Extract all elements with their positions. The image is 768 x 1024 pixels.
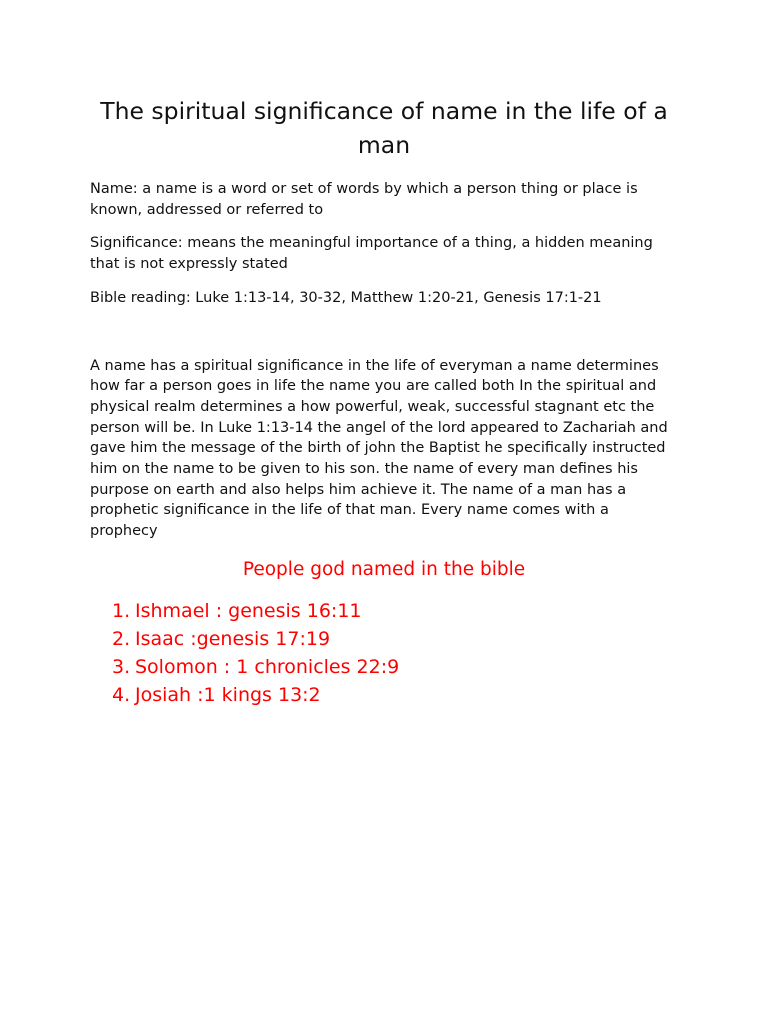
section-subtitle: People god named in the bible [242, 558, 526, 580]
body-paragraph: A name has a spiritual significance in the life of everyman a name determines how far a person goes in life the name you are called both In the spiritual and physical realm determines a how powerful, weak, successful stagnant etc the person will be. In Luke 1:13-14 the angel of the lord appeared to Zachariah and gave him the message of the birth of john the Baptist he specifically instructed him on the name to be given to his son. the name of every man defines his purpose on earth and also helps him achieve it. The name of a man has a prophetic significance in the life of that man. Every name comes with a prophecy [90, 357, 668, 540]
list-item-number: 4. [112, 683, 131, 706]
definition-significance: Significance: means the meaningful importance of a thing, a hidden meaning that is not expressly stated [90, 235, 653, 273]
named-people-list [90, 597, 678, 709]
list-item-text: Isaac :genesis 17:19 [135, 627, 331, 650]
document-title: The spiritual significance of name in the life of a man [100, 97, 668, 159]
list-item-number: 3. [112, 655, 131, 678]
bible-reading: Bible reading: Luke 1:13-14, 30-32, Matthew 1:20-21, Genesis 17:1-21 [90, 289, 602, 306]
list-item-text: Josiah :1 kings 13:2 [135, 683, 321, 706]
list-item [90, 625, 678, 653]
definition-name: Name: a name is a word or set of words by which a person thing or place is known, addressed or referred to [90, 181, 638, 218]
list-item-text: Ishmael : genesis 16:11 [135, 599, 362, 622]
list-item [90, 681, 678, 709]
list-item [90, 653, 678, 681]
list-item-text: Solomon : 1 chronicles 22:9 [135, 655, 400, 678]
list-item-number: 1. [112, 599, 131, 622]
list-item [90, 597, 678, 625]
list-item-number: 2. [112, 627, 131, 650]
